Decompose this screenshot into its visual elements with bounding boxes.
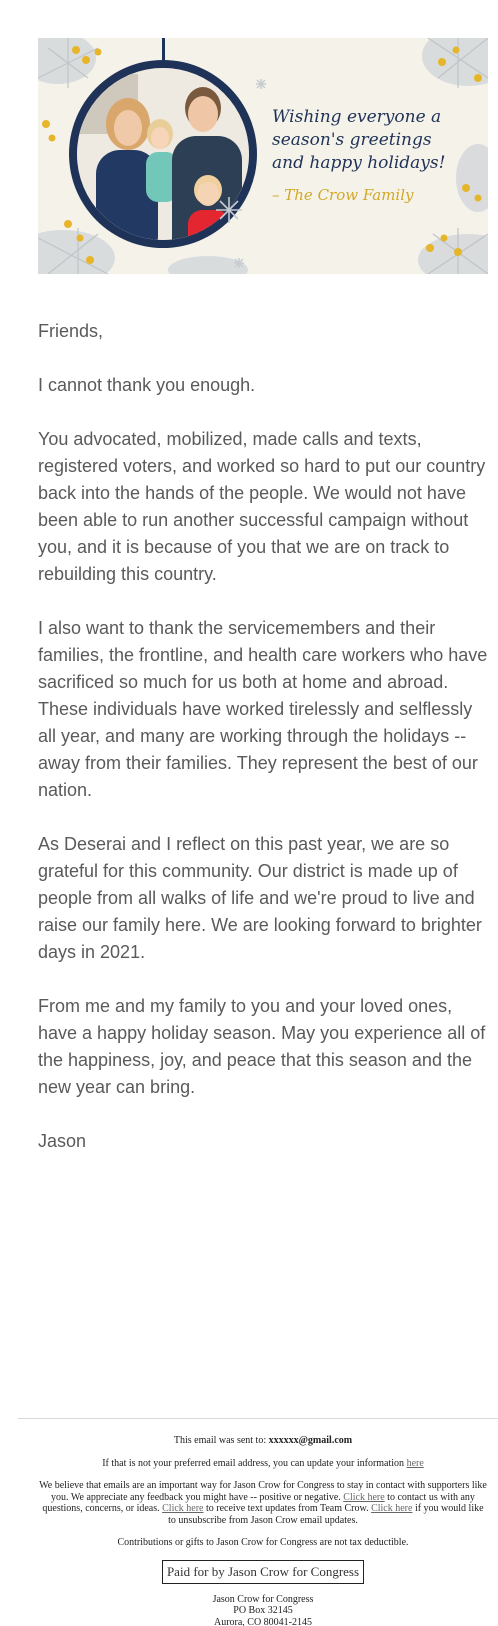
contributions-note: Contributions or gifts to Jason Crow for Congress are not tax deductible.	[117, 1537, 409, 1548]
recipient-email: xxxxxx@gmail.com	[268, 1435, 353, 1446]
feedback-text: to receive text updates from Team Crow.	[206, 1503, 369, 1514]
sent-to-line	[38, 1435, 488, 1447]
address-line: PO Box 32145	[233, 1605, 293, 1616]
text-updates-link[interactable]: Click here	[162, 1503, 204, 1514]
feedback-text: if you would like to unsubscribe from Jason Crow email updates.	[168, 1503, 484, 1526]
paid-for-disclaimer: Paid for by Jason Crow for Congress	[162, 1560, 364, 1584]
letter-paragraph: From me and my family to you and your loved ones, have a happy holiday season. May you experience all of the happiness, joy, and peace that this season and the new year can bring.	[38, 996, 486, 1097]
mailing-address	[38, 1594, 488, 1626]
salutation: Friends,	[38, 321, 104, 341]
unsubscribe-link[interactable]: Click here	[371, 1503, 413, 1514]
letter-paragraph: You advocated, mobilized, made calls and texts, registered voters, and worked so hard to put our country back into the hands of the people. We would not have been able to run another successful campaign without you, and it is because of you that we are on track to rebuilding this country.	[38, 429, 486, 584]
feedback-text: to contact us with any questions, concerns, or ideas.	[42, 1491, 475, 1514]
feedback-text: We believe that emails are an important way for Jason Crow for Congress to stay in contact with supporters like you. We appreciate any feedback you might have -- positive or negative.	[39, 1480, 487, 1503]
family-signoff: – The Crow Family	[272, 186, 414, 204]
address-line: Jason Crow for Congress	[212, 1593, 314, 1605]
sent-to-label: This email was sent to:	[173, 1435, 267, 1446]
address-line: Aurora, CO 80041-2145	[213, 1616, 313, 1626]
holiday-card-banner	[38, 38, 488, 274]
feedback-paragraph	[38, 1480, 488, 1526]
update-text: If that is not your preferred email address, you can update your information	[102, 1457, 405, 1469]
letter-paragraph: I cannot thank you enough.	[38, 375, 256, 395]
update-info-link[interactable]: here	[406, 1457, 424, 1469]
footer-divider	[18, 1418, 498, 1419]
greeting-line: and happy holidays!	[272, 153, 446, 173]
letter-body	[38, 318, 490, 1182]
letter-paragraph: I also want to thank the servicemembers and their families, the frontline, and health care workers who have sacrificed so much for us both at home and abroad. These individuals have worked tirelessly and selflessly all year, and many are working through the holidays -- away from their families. They represent the best of our nation.	[38, 618, 488, 800]
contact-us-link[interactable]: Click here	[343, 1491, 385, 1503]
greeting-line: Wishing everyone a	[272, 107, 442, 127]
signature: Jason	[38, 1131, 87, 1151]
update-info-line	[38, 1458, 488, 1470]
letter-paragraph: As Deserai and I reflect on this past year, we are so grateful for this community. Our district is made up of people from all walks of life and we're proud to live and raise our family here. We are looking forward to brighter days in 2021.	[38, 834, 482, 962]
email-footer	[38, 1435, 488, 1626]
greeting-line: season's greetings	[272, 130, 432, 150]
holiday-greeting	[272, 106, 482, 175]
